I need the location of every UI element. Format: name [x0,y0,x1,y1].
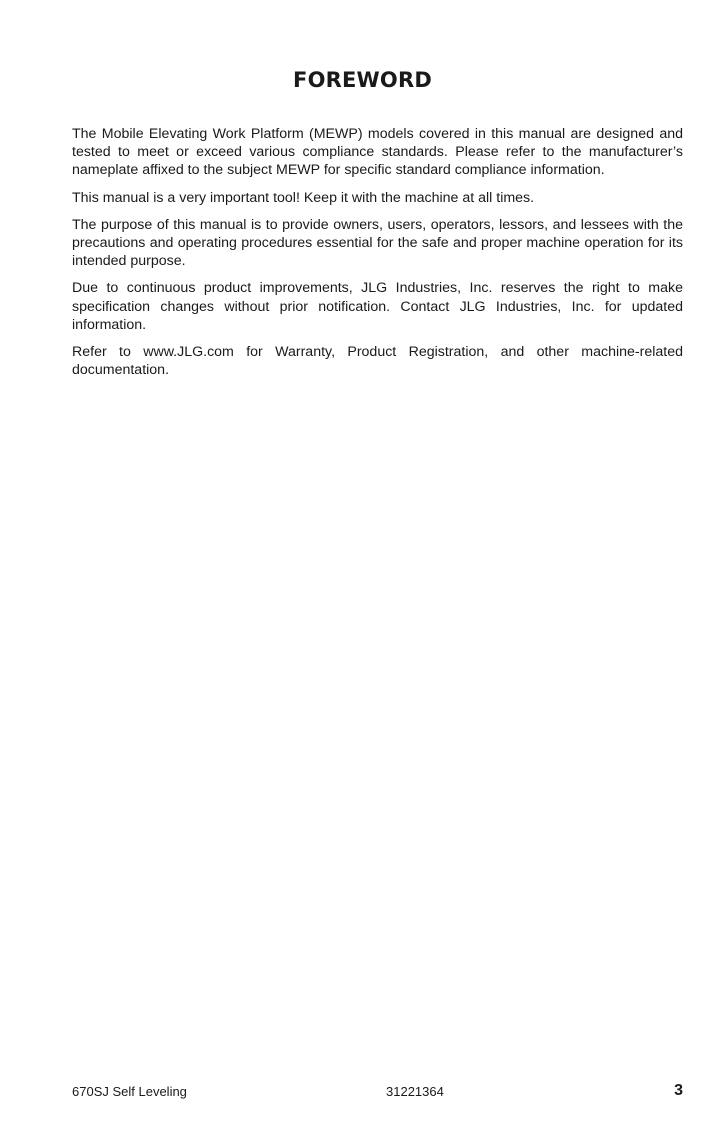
page-footer [72,1082,683,1102]
footer-model: 670SJ Self Leveling [72,1084,187,1099]
paragraph-important-tool: This manual is a very important tool! Keep it with the machine at all times. [72,189,535,206]
paragraph-purpose: The purpose of this manual is to provide owners, users, operators, lessors, and lessees with the precautions and operating procedures essential for the safe and proper machine operation for its intended purpose. [72,216,683,270]
paragraph-improvements: Due to continuous product improvements, JLG Industries, Inc. reserves the right to make specification changes without prior notification. Contact JLG Industries, Inc. for updated information. [72,280,683,333]
paragraph-website: Refer to www.JLG.com for Warranty, Product Registration, and other machine-related documentation. [72,344,683,379]
footer-document-number: 31221364 [386,1084,444,1099]
page-title: FOREWORD [293,68,432,92]
footer-page-number: 3 [674,1082,683,1099]
foreword-body [72,125,683,388]
paragraph-compliance: The Mobile Elevating Work Platform (MEWP) models covered in this manual are designed and tested to meet or exceed various compliance standards. Please refer to the manufacturer’s nameplate affixed to the subject MEWP for specific standard compliance information. [72,126,683,179]
